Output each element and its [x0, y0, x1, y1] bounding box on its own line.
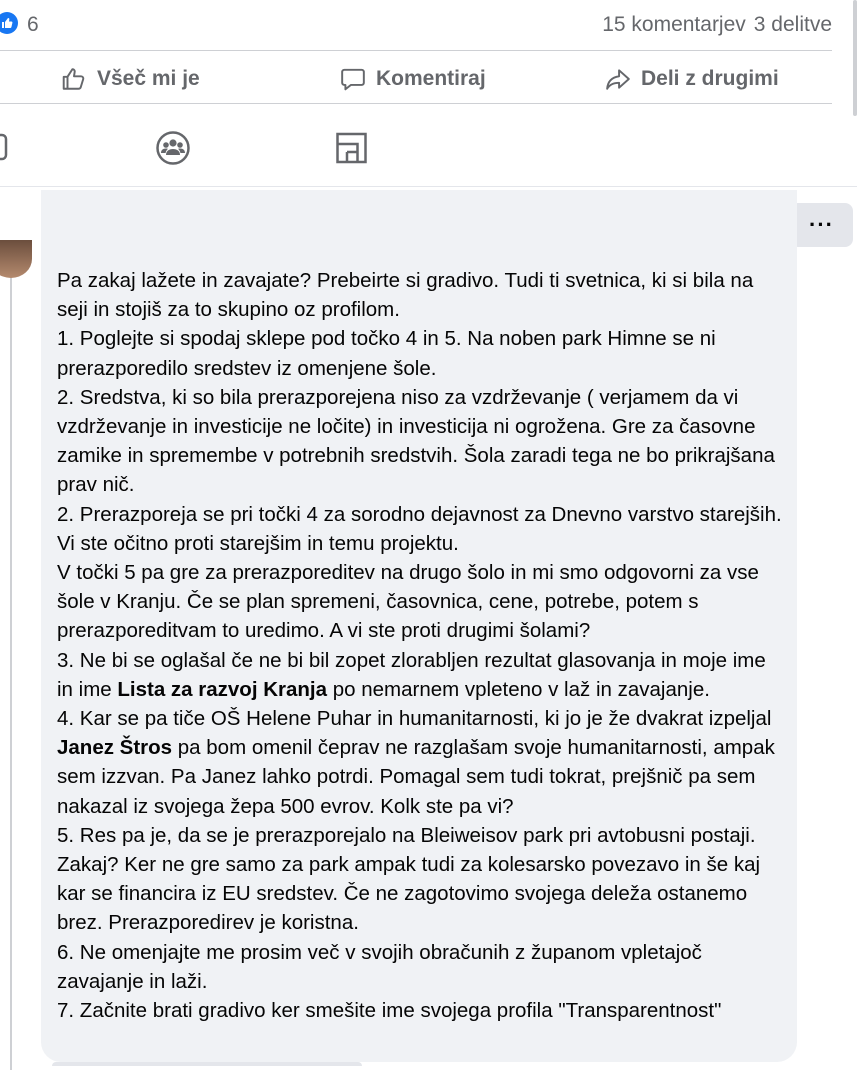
comment-line: V točki 5 pa gre za prerazporeditev na drugo šolo in mi smo odgovorni za vse šole v Kranju. Če se plan spremeni, časovnica, cene, potrebe, potem s prerazporeditvam to uredimo. A vi ste proti drugimi šolami?	[57, 561, 759, 643]
comment-line: 2. Sredstva, ki so bila prerazporejena niso za vzdrževanje ( verjamem da vi vzdrževanje in investicije ne ločite) in investicija ni ogrožena. Gre za časovne zamike in spremembe v potrebnih sredstvih. Šola zaradi tega ne bo prikrajšana prav nič.	[57, 385, 775, 497]
like-button[interactable]	[61, 60, 200, 98]
text-fragment: po nemarnem vpleteno v laž in zavajanje.	[327, 677, 710, 701]
tagged-person-link[interactable]: Janez Štros	[57, 736, 173, 760]
reaction-count[interactable]: 6	[27, 13, 39, 36]
divider	[0, 50, 832, 51]
comment-line: 1. Poglejte si spodaj sklepe pod točko 4 in 5. Na noben park Himne se ni prerazporedilo sredstev iz omenjene šole.	[57, 327, 716, 380]
share-button[interactable]	[605, 60, 779, 98]
post-footer	[0, 0, 857, 187]
comment-line: 2. Prerazporeja se pri točki 4 za sorodno dejavnost za Dnevno varstvo starejših. Vi ste očitno proti starejšim in temu projektu.	[57, 502, 782, 555]
like-label: Všeč mi je	[97, 67, 200, 90]
message-icon[interactable]	[0, 130, 10, 169]
text-fragment: 4. Kar se pa tiče OŠ Helene Puhar in humanitarnosti, ki jo je že dvakrat izpeljal	[57, 707, 772, 731]
comment-line: 5. Res pa je, da se je prerazporejalo na Bleiweisov park pri avtobusni postaji. Zakaj? Ker ne gre samo za park ampak tudi za kolesarsko povezavo in še kaj kar se financira iz EU sredstev. Če ne zagotovimo svojega deleža ostanemo brez. Prerazporedirev je koristna.	[57, 823, 761, 935]
share-arrow-icon	[605, 66, 631, 92]
reply-thread-line	[10, 270, 12, 1070]
avatar[interactable]	[0, 240, 32, 278]
shares-count[interactable]: 3 delitve	[753, 13, 832, 36]
share-label: Deli z drugimi	[641, 67, 779, 90]
comment-line: 7. Začnite brati gradivo ker smešite ime svojega profila "Transparentnost"	[57, 999, 722, 1023]
comment-line: 6. Ne omenjajte me prosim več v svojih obračunih z županom vpletajoč zavajanje in laži.	[57, 940, 702, 993]
comment-line	[57, 704, 787, 821]
comment-button[interactable]	[340, 60, 486, 98]
divider	[0, 103, 832, 104]
tagged-page-link[interactable]: Lista za razvoj Kranja	[117, 677, 328, 701]
comments-count[interactable]: 15 komentarjev	[602, 13, 746, 36]
scrollbar[interactable]	[853, 0, 857, 116]
more-options-button[interactable]: ···	[790, 203, 853, 247]
text-fragment: pa bom omenil čeprav ne razglašam svoje humanitarnosti, ampak sem izzvan. Pa Janez lahko potrdi. Pomagal sem tudi tokrat, prejšnič pa sem nakazal iz svojega žepa 500 evrov. Kolk ste pa vi?	[57, 736, 775, 818]
like-reaction-icon[interactable]	[0, 12, 18, 34]
thumbs-up-icon	[61, 66, 87, 92]
comment-line	[57, 646, 787, 704]
next-comment-edge	[52, 1062, 362, 1066]
comment-icon	[340, 66, 366, 92]
comment-line: Pa zakaj lažete in zavajate? Prebeirte si gradivo. Tudi ti svetnica, ki si bila na seji in stojiš za to skupino oz profilom.	[57, 269, 754, 322]
gif-icon[interactable]	[335, 130, 369, 171]
comment-label: Komentiraj	[376, 67, 486, 90]
comment-text	[57, 266, 787, 1025]
text-fragment: 3. Ne bi se oglašal če ne bi bil zopet zlorabljen rezultat glasovanja in moje ime in ime	[57, 648, 766, 701]
group-icon[interactable]	[155, 130, 191, 171]
post-stats	[602, 13, 832, 37]
